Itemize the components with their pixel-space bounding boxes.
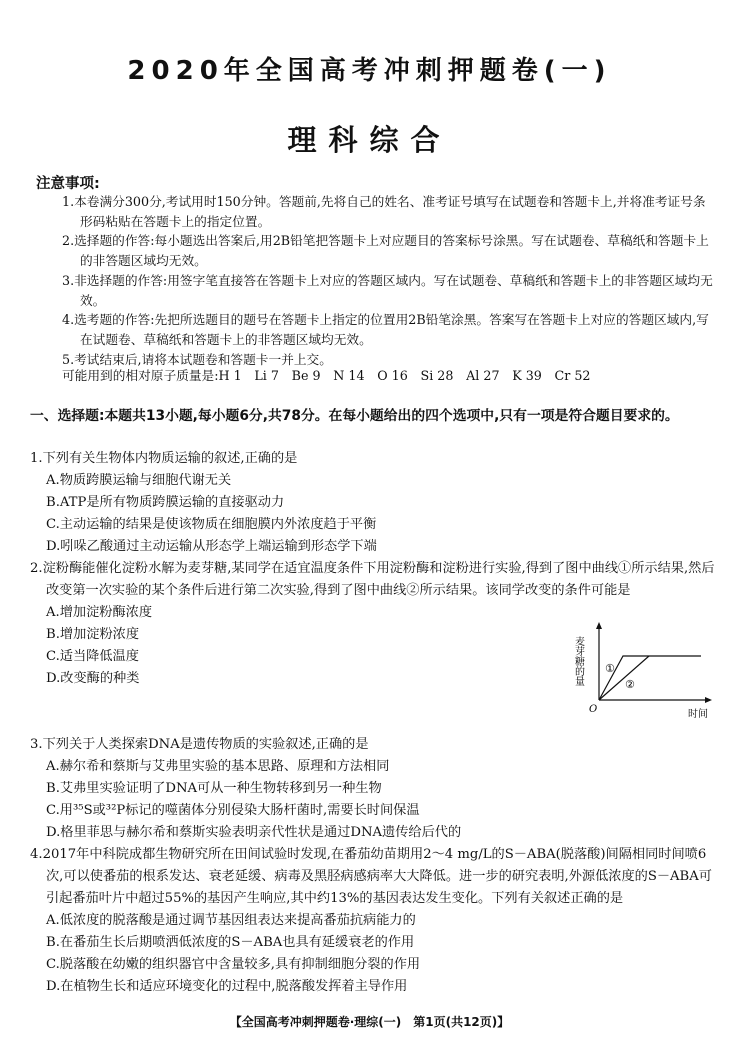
option-c: C.脱落酸在幼嫩的组织器官中含量较多,具有抑制细胞分裂的作用 (46, 957, 421, 972)
graph-y-label: 麦芽糖的量 (572, 636, 584, 686)
question-stem: 4.2017年中科院成都生物研究所在田间试验时发现,在番茄幼苗期用2～4 mg/L的S－ABA(脱落酸)间隔相同时间喷6次,可以使番茄的根系发达、衰老延缓、病毒及黑胫病感病率大大降低。进一步的研究表明,外源低浓度的S－ABA可引起番茄叶片中超过55%的基因产生响应,其中约13%的基因表达发生变化。下列有关叙述正确的是 (30, 847, 712, 906)
curve-2-label: ② (625, 678, 635, 691)
option-d: D.格里菲思与赫尔希和蔡斯实验表明亲代性状是通过DNA遗传给后代的 (46, 825, 462, 840)
atomic-masses: 可能用到的相对原子质量是:H 1 Li 7 Be 9 N 14 O 16 Si 28 Al 27 K 39 Cr 52 (62, 368, 591, 383)
notice-item-4: 4.选考题的作答:先把所选题目的题号在答题卡上指定的位置用2B铅笔涂黑。答案写在答题卡上对应的答题区域内,写在试题卷、草稿纸和答题卡上的非答题区域均无效。 (62, 312, 709, 347)
option-d: D.改变酶的种类 (46, 671, 140, 686)
option-a: A.物质跨膜运输与细胞代谢无关 (46, 473, 232, 488)
option-a: A.增加淀粉酶浓度 (46, 605, 153, 620)
option-c: C.用³⁵S或³²P标记的噬菌体分别侵染大肠杆菌时,需要长时间保温 (46, 803, 420, 818)
notice-item-1: 1.本卷满分300分,考试用时150分钟。答题前,先将自己的姓名、准考证号填写在试题卷和答题卡上,并将准考证号条形码粘贴在答题卡上的指定位置。 (62, 194, 706, 229)
notice-item-2: 2.选择题的作答:每小题选出答案后,用2B铅笔把答题卡上对应题目的答案标号涂黑。写在试题卷、草稿纸和答题卡上的非答题区域均无效。 (62, 233, 709, 269)
question-stem: 3.下列关于人类探索DNA是遗传物质的实验叙述,正确的是 (30, 737, 369, 752)
option-b: B.增加淀粉浓度 (46, 627, 140, 642)
option-d: D.在植物生长和适应环境变化的过程中,脱落酸发挥着主导作用 (46, 979, 408, 994)
question-1 (30, 448, 720, 558)
question-3 (30, 734, 720, 844)
graph-y-arrow (596, 622, 602, 629)
option-b: B.ATP是所有物质跨膜运输的直接驱动力 (46, 495, 285, 510)
paper-subtitle: 理科综合 (287, 123, 452, 157)
graph-origin: O (589, 704, 598, 715)
option-c: C.适当降低温度 (46, 649, 139, 664)
option-a: A.低浓度的脱落酸是通过调节基因组表达来提高番茄抗病能力的 (46, 913, 416, 928)
option-b: B.在番茄生长后期喷洒低浓度的S－ABA也具有延缓衰老的作用 (46, 935, 415, 950)
option-b: B.艾弗里实验证明了DNA可从一种生物转移到另一种生物 (46, 781, 382, 796)
graph-x-arrow (705, 697, 712, 703)
question-4 (30, 844, 720, 998)
graph-x-label: 时间 (688, 709, 708, 720)
question-stem: 2.淀粉酶能催化淀粉水解为麦芽糖,某同学在适宜温度条件下用淀粉酶和淀粉进行实验,得到了图中曲线①所示结果,然后改变第一次实验的某个条件后进行第二次实验,得到了图中曲线②所示结果。该同学改变的条件可能是 (30, 561, 715, 598)
section-heading: 一、选择题:本题共13小题,每小题6分,共78分。在每小题给出的四个选项中,只有一项是符合题目要求的。 (30, 408, 679, 424)
notice-list (62, 192, 716, 369)
paper-title: 2020年全国高考冲刺押题卷(一) (127, 56, 612, 86)
page-footer: 【全国高考冲刺押题卷·理综(一) 第1页(共12页)】 (229, 1015, 510, 1029)
question-stem: 1.下列有关生物体内物质运输的叙述,正确的是 (30, 451, 298, 466)
maltose-time-graph (572, 620, 717, 722)
notice-item-5: 5.考试结束后,请将本试题卷和答题卡一并上交。 (62, 351, 332, 367)
option-c: C.主动运输的结果是使该物质在细胞膜内外浓度趋于平衡 (46, 517, 377, 532)
option-d: D.吲哚乙酸通过主动运输从形态学上端运输到形态学下端 (46, 539, 377, 554)
notice-item-3: 3.非选择题的作答:用签字笔直接答在答题卡上对应的答题区域内。写在试题卷、草稿纸和答题卡上的非答题区域均无效。 (62, 272, 713, 308)
curve-1-label: ① (605, 662, 615, 675)
notice-heading: 注意事项: (36, 176, 100, 192)
option-a: A.赫尔希和蔡斯与艾弗里实验的基本思路、原理和方法相同 (46, 759, 390, 774)
